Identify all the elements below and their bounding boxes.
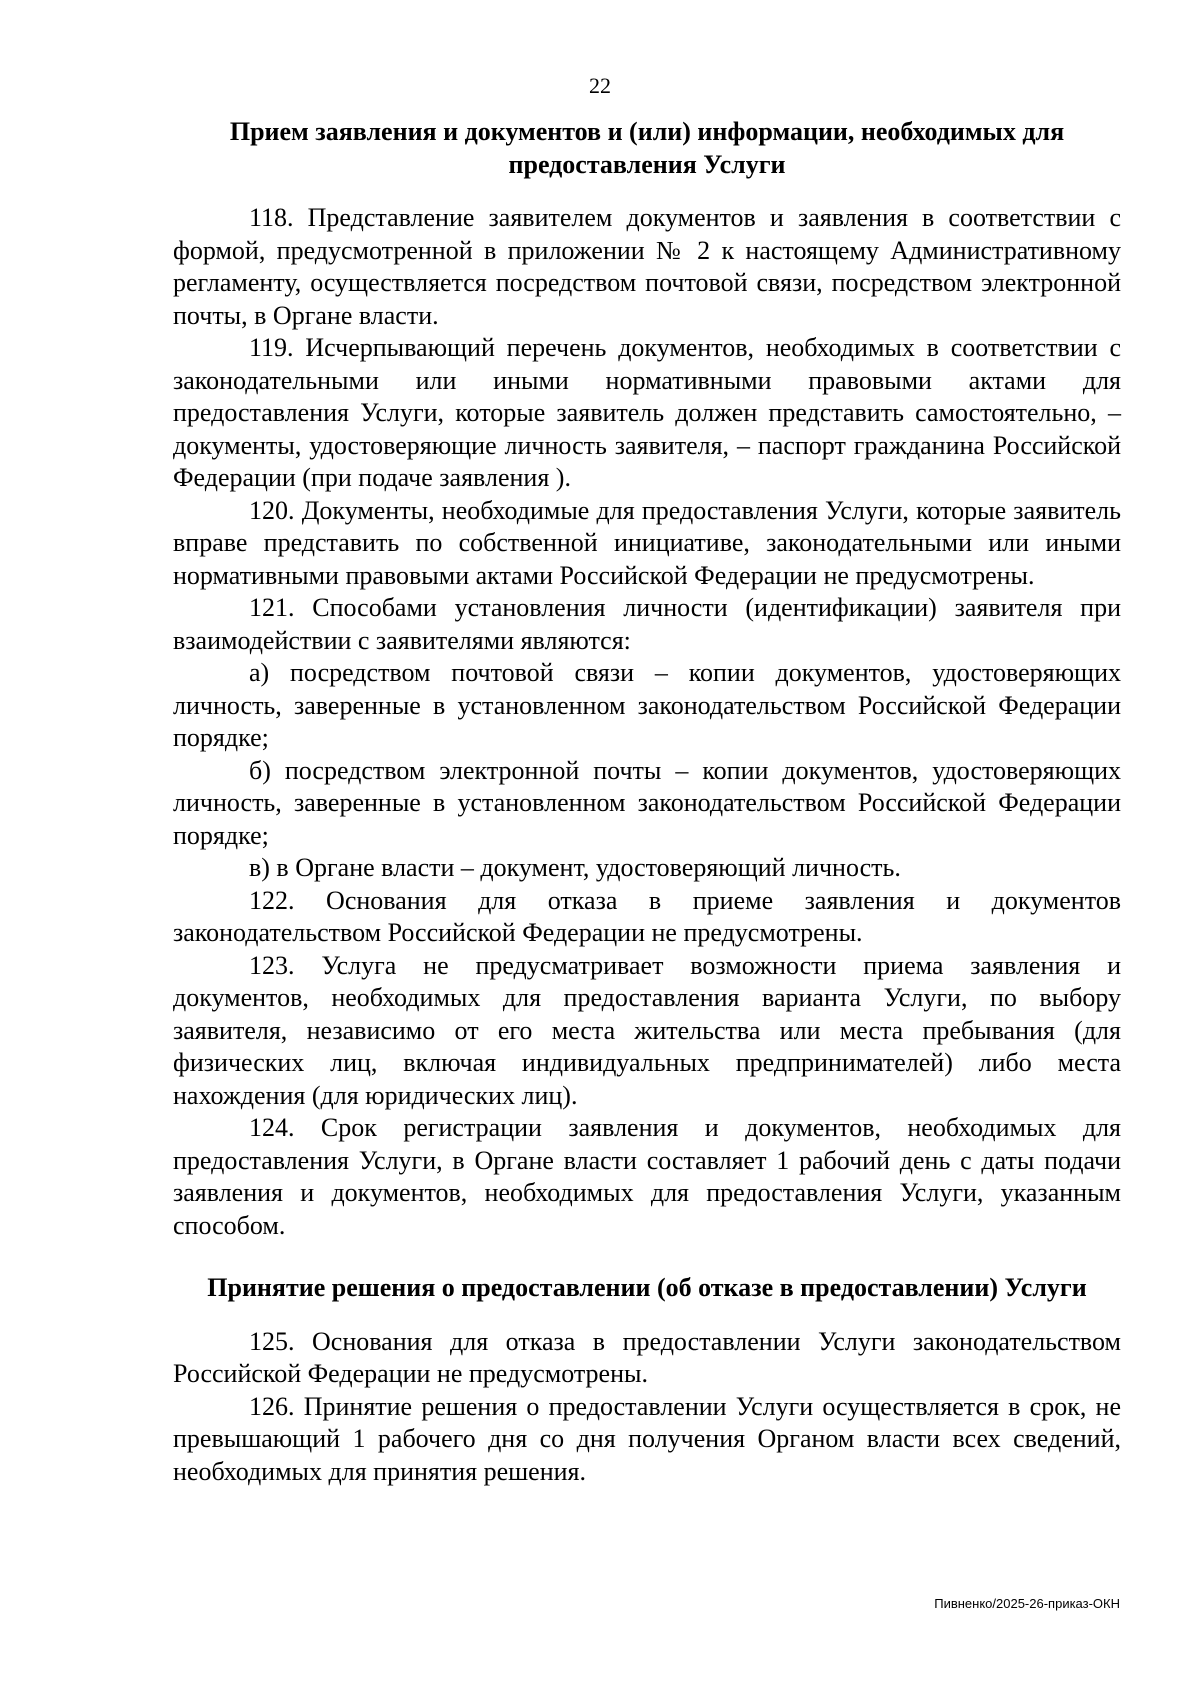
paragraph-126: 126. Принятие решения о предоставлении Услуги осуществляется в срок, не превышающий 1 рабочего дня со дня получения Органом власти всех сведений, необходимых для принятия решения. (173, 1391, 1121, 1486)
document-body (173, 116, 1121, 1488)
paragraph-125: 125. Основания для отказа в предоставлении Услуги законодательством Российской Федерации не предусмотрены. (173, 1326, 1121, 1388)
paragraph-124: 124. Срок регистрации заявления и документов, необходимых для предоставления Услуги, в Органе власти составляет 1 рабочий день с даты подачи заявления и документов, необходимых для предоставления Услуги, указанным способом. (173, 1113, 1121, 1240)
page-number: 22 (589, 73, 611, 98)
paragraph-121: 121. Способами установления личности (идентификации) заявителя при взаимодействии с заявителями являются: (173, 593, 1121, 655)
paragraph-118: 118. Представление заявителем документов и заявления в соответствии с формой, предусмотренной в приложении № 2 к настоящему Административному регламенту, осуществляется посредством почтовой связи, посредством электронной почты, в Органе власти. (173, 203, 1121, 330)
paragraph-122: 122. Основания для отказа в приеме заявления и документов законодательством Российской Федерации не предусмотрены. (173, 885, 1121, 947)
section-heading-reception: Прием заявления и документов и (или) информации, необходимых для предоставления Услуги (229, 117, 1065, 179)
document-footer-reference: Пивненко/2025-26-приказ-ОКН (934, 1596, 1120, 1611)
paragraph-120: 120. Документы, необходимые для предоставления Услуги, которые заявитель вправе представить по собственной инициативе, законодательными или иными нормативными правовыми актами Российской Федерации не предусмотрены. (173, 495, 1121, 590)
paragraph-121-a: а) посредством почтовой связи – копии документов, удостоверяющих личность, заверенные в установленном законодательством Российской Федерации порядке; (173, 658, 1121, 752)
paragraph-123: 123. Услуга не предусматривает возможности приема заявления и документов, необходимых для предоставления варианта Услуги, по выбору заявителя, независимо от его места жительства или места пребывания (для физических лиц, включая индивидуальных предпринимателей) либо места нахождения (для юридических лиц). (173, 950, 1121, 1110)
paragraph-121-v: в) в Органе власти – документ, удостоверяющий личность. (249, 853, 901, 882)
section-heading-decision: Принятие решения о предоставлении (об отказе в предоставлении) Услуги (207, 1273, 1087, 1302)
paragraph-119: 119. Исчерпывающий перечень документов, необходимых в соответствии с законодательными или иными нормативными правовыми актами для предоставления Услуги, которые заявитель должен представить самостоятельно, – документы, удостоверяющие личность заявителя, – паспорт гражданина Российской Федерации (при подаче заявления ). (173, 333, 1121, 492)
paragraph-121-b: б) посредством электронной почты – копии документов, удостоверяющих личность, заверенные в установленном законодательством Российской Федерации порядке; (173, 755, 1121, 850)
